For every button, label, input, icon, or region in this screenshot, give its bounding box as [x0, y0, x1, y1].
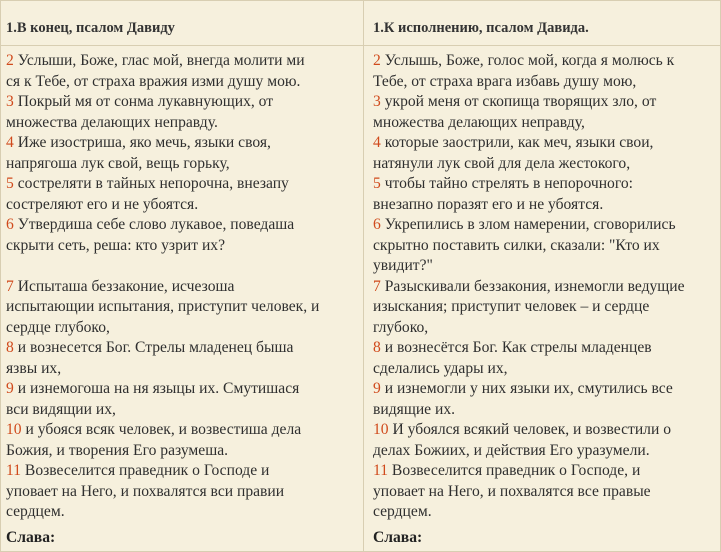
- verse-text: Укрепились в злом намерении, сговорились: [380, 216, 676, 233]
- verse-text: изыскания; приступит человек – и сердце: [373, 298, 650, 315]
- left-verses: [6, 51, 319, 523]
- verse-text: сердцем.: [6, 503, 65, 520]
- verse-number: 10: [6, 421, 22, 438]
- verse-number: 5: [6, 175, 14, 192]
- verse-number: 11: [373, 462, 389, 479]
- verse-line: [6, 277, 319, 298]
- verse-line: [373, 277, 685, 298]
- verse-text: Иже изостриша, яко мечь, языки своя,: [13, 134, 271, 151]
- verse-text: сердцем.: [373, 503, 432, 520]
- verse-line: [6, 92, 319, 113]
- verse-number: 7: [6, 277, 14, 295]
- verse-text: язвы их,: [6, 359, 62, 377]
- verse-number: 7: [373, 277, 381, 295]
- verse-line: [6, 174, 319, 195]
- verse-text: сердце глубоко,: [6, 318, 110, 336]
- verse-line: [373, 174, 685, 195]
- verse-text: натянули лук свой для дела жестокого,: [373, 154, 631, 172]
- verse-text: Тебе, от страха врага избавь душу мою,: [373, 72, 637, 90]
- verse-line: [373, 461, 685, 482]
- verse-line: [373, 502, 685, 523]
- verse-line: [6, 297, 319, 318]
- verse-text: уповает на Него, и похвалятся вси правии: [6, 482, 285, 500]
- verse-line: [6, 113, 319, 134]
- verse-text: внезапно поразят его и не убоятся.: [373, 195, 604, 213]
- verse-line: [373, 359, 685, 380]
- verse-line: [373, 318, 685, 339]
- verse-line: [6, 482, 319, 503]
- verse-text: Возвеселится праведник о Господе и: [21, 462, 270, 479]
- russian-translation-column: [367, 1, 721, 551]
- verse-text: скрытно поставить силки, сказали: "Кто их: [373, 236, 660, 254]
- verse-text: скрыти сеть, реша: кто узрит их?: [6, 236, 226, 254]
- verse-line: [6, 441, 319, 462]
- left-slava-label: Слава:: [6, 529, 56, 546]
- verse-text: уповает на Него, и похвалятся все правые: [373, 482, 651, 500]
- verse-line: [6, 420, 319, 441]
- verse-text: и вознесется Бог. Стрелы младенец быша: [13, 339, 294, 356]
- verse-text: Разыскивали беззакония, изнемогли ведущие: [380, 277, 685, 295]
- verse-text: видящие их.: [373, 400, 456, 418]
- verse-line: [373, 51, 685, 72]
- verse-text: чтобы тайно стрелять в непорочного:: [380, 175, 633, 192]
- verse-number: 9: [373, 380, 381, 397]
- verse-number: 11: [6, 462, 22, 479]
- verse-line: [373, 113, 685, 134]
- verse-line: [6, 236, 319, 257]
- verse-text: которые заострили, как меч, языки свои,: [380, 134, 654, 151]
- verse-line: [6, 359, 319, 380]
- verse-number: 4: [373, 134, 381, 151]
- verse-line: [373, 441, 685, 462]
- verse-line: [6, 379, 319, 400]
- verse-text: глубоко,: [373, 318, 429, 336]
- verse-text: вси видящии их,: [6, 400, 116, 418]
- verse-line: [6, 318, 319, 339]
- verse-line: [6, 51, 319, 72]
- left-column-title: 1.В конец, псалом Давиду: [6, 20, 175, 36]
- verse-line: [6, 338, 319, 359]
- verse-line: [6, 154, 319, 175]
- verse-line: [6, 195, 319, 216]
- verse-number: 4: [6, 134, 14, 151]
- verse-text: увидит?": [373, 257, 433, 274]
- verse-text: напрягоша лук свой, вещь горьку,: [6, 154, 230, 172]
- verse-number: 5: [373, 175, 381, 192]
- verse-text: делах Божиих, и действия Его уразумели.: [373, 441, 650, 459]
- verse-line: [373, 400, 685, 421]
- stanza-gap: [6, 256, 319, 277]
- verse-number: 3: [6, 93, 14, 110]
- verse-text: испытающии испытания, приступит человек, и: [6, 298, 320, 315]
- verse-text: Возвеселится праведник о Господе, и: [388, 462, 641, 479]
- verse-line: [373, 215, 685, 236]
- verse-line: [373, 72, 685, 93]
- verse-line: [6, 502, 319, 523]
- verse-text: состреляют его и не убоятся.: [6, 195, 199, 213]
- verse-text: укрой меня от скопища творящих зло, от: [380, 93, 657, 110]
- verse-number: 8: [6, 339, 14, 356]
- verse-line: [373, 92, 685, 113]
- verse-text: состреляти в тайных непорочна, внезапу: [13, 175, 289, 192]
- verse-line: [373, 482, 685, 503]
- verse-line: [373, 379, 685, 400]
- verse-text: Утвердиша себе слово лукавое, поведаша: [13, 216, 295, 233]
- verse-text: и вознесётся Бог. Как стрелы младенцев: [380, 339, 652, 356]
- verse-text: множества делающих неправду.: [6, 113, 218, 131]
- verse-line: [6, 133, 319, 154]
- verse-line: [373, 133, 685, 154]
- verse-line: [6, 400, 319, 421]
- verse-number: 3: [373, 93, 381, 110]
- verse-number: 8: [373, 339, 381, 356]
- verse-line: [373, 256, 685, 277]
- verse-text: множества делающих неправду,: [373, 113, 585, 131]
- verse-text: и убояся всяк человек, и возвестиша дела: [21, 421, 302, 438]
- verse-number: 2: [6, 52, 14, 69]
- verse-text: ся к Тебе, от страха вражия изми душу мою.: [6, 72, 301, 90]
- right-verses: [373, 51, 685, 523]
- verse-line: [6, 72, 319, 93]
- verse-text: и изнемогоша на ня языцы их. Смутишася: [13, 380, 300, 397]
- verse-text: И убоялся всякий человек, и возвестили о: [388, 421, 672, 438]
- verse-number: 6: [373, 216, 381, 233]
- verse-number: 10: [373, 421, 389, 438]
- verse-line: [373, 420, 685, 441]
- verse-text: Услыши, Боже, глас мой, внегда молити ми: [13, 52, 305, 69]
- church-slavonic-column: [1, 1, 361, 551]
- verse-line: [373, 297, 685, 318]
- column-divider: [363, 1, 364, 551]
- verse-text: Покрый мя от сонма лукавнующих, от: [13, 93, 274, 110]
- verse-text: Испыташа беззаконие, исчезоша: [13, 277, 235, 295]
- verse-number: 6: [6, 216, 14, 233]
- verse-text: сделались удары их,: [373, 359, 508, 377]
- verse-line: [373, 338, 685, 359]
- right-column-title: 1.К исполнению, псалом Давида.: [373, 20, 589, 36]
- verse-text: Услышь, Боже, голос мой, когда я молюсь к: [380, 52, 675, 69]
- verse-number: 2: [373, 52, 381, 69]
- verse-text: и изнемогли у них языки их, смутились все: [380, 380, 673, 397]
- verse-line: [373, 195, 685, 216]
- right-slava-label: Слава:: [373, 529, 423, 546]
- verse-line: [6, 461, 319, 482]
- verse-text: Божия, и творения Его разумеша.: [6, 441, 229, 459]
- verse-line: [6, 215, 319, 236]
- verse-line: [373, 154, 685, 175]
- verse-line: [373, 236, 685, 257]
- verse-number: 9: [6, 380, 14, 397]
